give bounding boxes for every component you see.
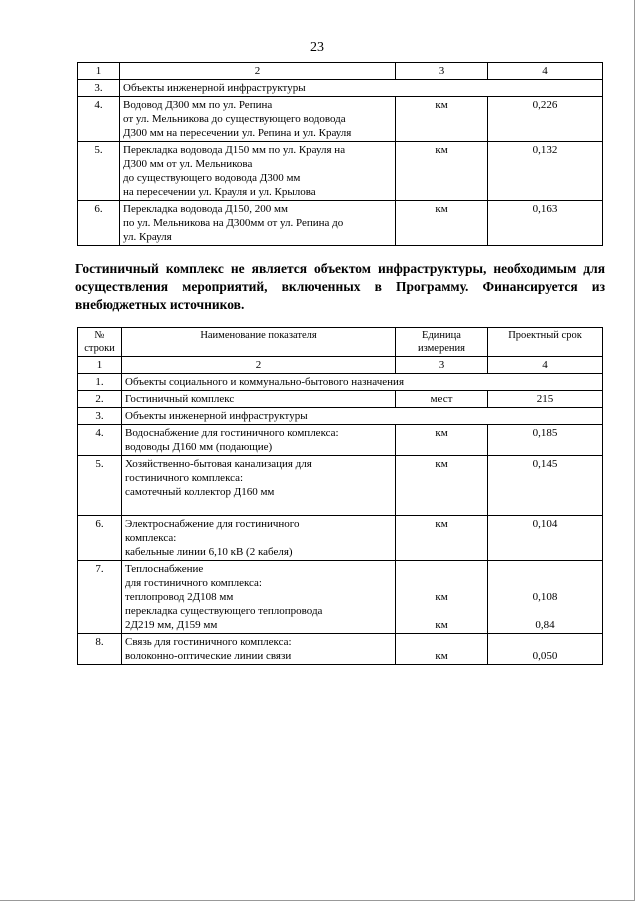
table-row [78, 97, 603, 142]
row-value: 215 [488, 391, 603, 408]
row-name: Связь для гостиничного комплекса: волоконно-оптические линии связи [122, 634, 396, 665]
row-unit: км [396, 516, 488, 561]
header-project-term: Проектный срок [488, 328, 603, 357]
row-value: 0,163 [488, 201, 603, 246]
hotel-complex-table [77, 327, 603, 665]
row-number: 4. [78, 425, 122, 456]
header-cell: 4 [488, 63, 603, 80]
table-row [78, 374, 603, 391]
row-value: 0,104 [488, 516, 603, 561]
row-number: 2. [78, 391, 122, 408]
row-value: 0,185 [488, 425, 603, 456]
row-unit: мест [396, 391, 488, 408]
column-number: 1 [78, 357, 122, 374]
row-unit: км [396, 142, 488, 201]
table-row [78, 561, 603, 634]
column-number: 3 [396, 357, 488, 374]
row-value: 0,050 [488, 634, 603, 665]
row-value: 0,145 [488, 456, 603, 516]
header-cell: 1 [78, 63, 120, 80]
column-number: 4 [488, 357, 603, 374]
row-unit: км [396, 201, 488, 246]
row-unit: км [396, 456, 488, 516]
body-paragraph: Гостиничный комплекс не является объектом инфраструктуры, необходимым для осуществления мероприятий, включенных в Программу. Финансируется из внебюджетных источников. [75, 261, 605, 312]
table-row [78, 142, 603, 201]
table-header-row [78, 328, 603, 357]
row-unit-secondary: км [435, 619, 448, 631]
row-unit: км [435, 591, 448, 603]
table-header-row [78, 63, 603, 80]
row-value: 0,108 [532, 591, 558, 603]
table-row [78, 456, 603, 516]
row-name: Гостиничный комплекс [122, 391, 396, 408]
header-row-number: № строки [78, 328, 122, 357]
row-name: Водовод Д300 мм по ул. Репина от ул. Мельникова до существующего водовода Д300 мм на пересечении ул. Репина и ул. Крауля [120, 97, 396, 142]
row-unit: км [396, 425, 488, 456]
row-name: Теплоснабжение для гостиничного комплекса: теплопровод 2Д108 мм перекладка существующего теплопровода 2Д219 мм, Д159 мм [122, 561, 396, 634]
table-row [78, 634, 603, 665]
table-row [78, 516, 603, 561]
row-name: Хозяйственно-бытовая канализация для гостиничного комплекса: самотечный коллектор Д160 мм [122, 456, 396, 516]
row-number: 3. [78, 80, 120, 97]
row-name: Водоснабжение для гостиничного комплекса: водоводы Д160 мм (подающие) [122, 425, 396, 456]
row-unit: км [396, 97, 488, 142]
table-row [78, 425, 603, 456]
row-value-secondary: 0,84 [535, 619, 555, 631]
section-title: Объекты инженерной инфраструктуры [122, 408, 603, 425]
row-unit: км [396, 634, 488, 665]
row-number: 8. [78, 634, 122, 665]
section-title: Объекты инженерной инфраструктуры [120, 80, 603, 97]
row-name: Перекладка водовода Д150, 200 мм по ул. Мельникова на Д300мм от ул. Репина до ул. Крауля [120, 201, 396, 246]
infrastructure-table-continued [77, 62, 603, 246]
header-cell: 3 [396, 63, 488, 80]
row-number: 3. [78, 408, 122, 425]
page-number: 23 [310, 40, 324, 55]
row-number: 5. [78, 142, 120, 201]
row-number: 6. [78, 516, 122, 561]
row-value: 0,226 [488, 97, 603, 142]
row-number: 1. [78, 374, 122, 391]
header-indicator-name: Наименование показателя [122, 328, 396, 357]
row-unit-cell [396, 561, 488, 634]
section-title: Объекты социального и коммунально-бытового назначения [122, 374, 603, 391]
row-name: Перекладка водовода Д150 мм по ул. Крауля на Д300 мм от ул. Мельникова до существующего водовода Д300 мм на пересечении ул. Крауля и ул. Крылова [120, 142, 396, 201]
row-name: Электроснабжение для гостиничного комплекса: кабельные линии 6,10 кВ (2 кабеля) [122, 516, 396, 561]
row-value-cell [488, 561, 603, 634]
column-number: 2 [122, 357, 396, 374]
table-row [78, 201, 603, 246]
table-row [78, 391, 603, 408]
row-value: 0,132 [488, 142, 603, 201]
row-number: 4. [78, 97, 120, 142]
table-row [78, 80, 603, 97]
row-number: 7. [78, 561, 122, 634]
row-number: 5. [78, 456, 122, 516]
table-row [78, 408, 603, 425]
table-numbers-row [78, 357, 603, 374]
row-number: 6. [78, 201, 120, 246]
header-cell: 2 [120, 63, 396, 80]
header-unit: Единица измерения [396, 328, 488, 357]
